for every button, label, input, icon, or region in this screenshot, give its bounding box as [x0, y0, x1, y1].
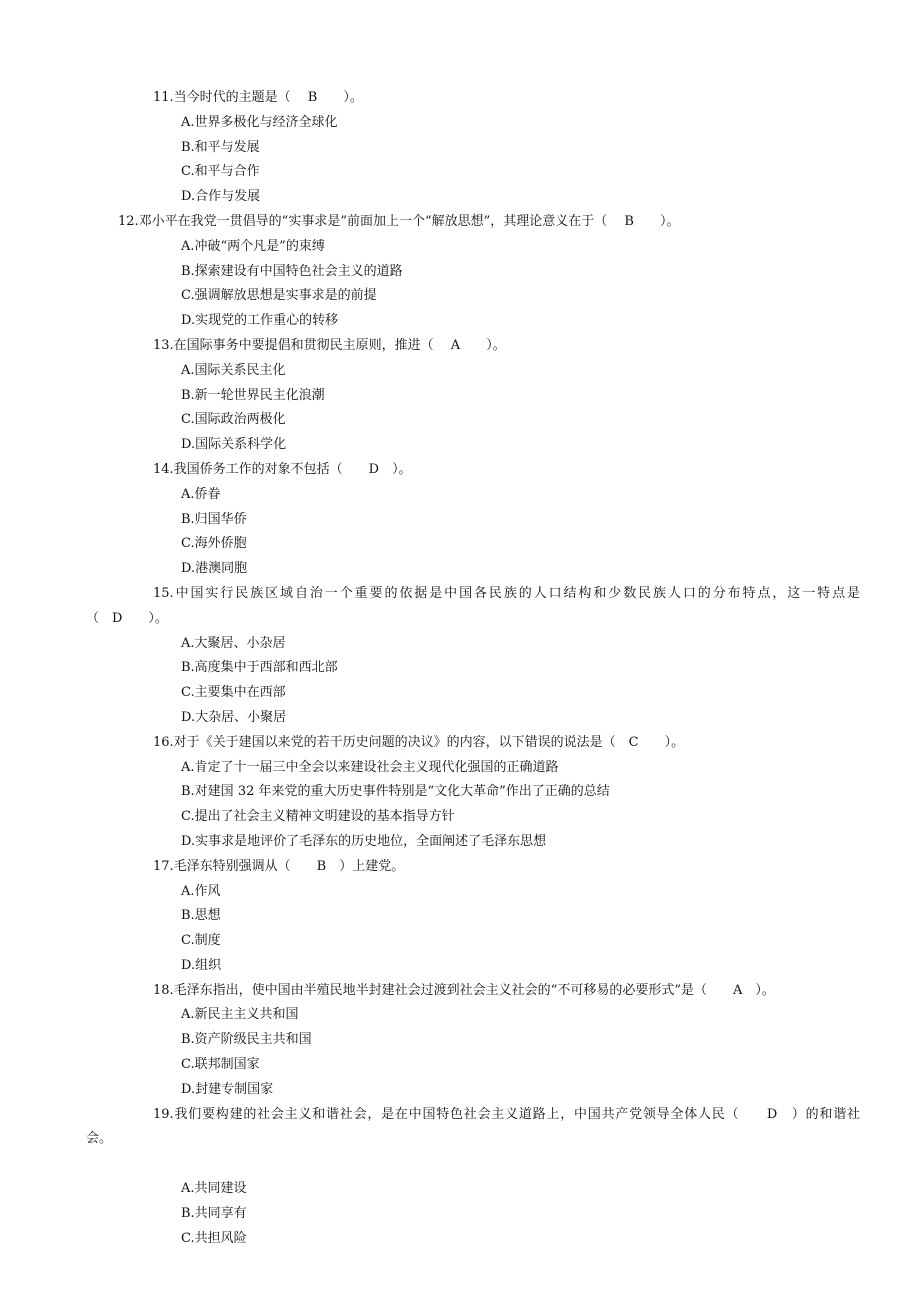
option: C.海外侨胞	[181, 536, 247, 552]
option: C.和平与合作	[181, 164, 260, 180]
question-stem: 13.在国际事务中要提倡和贯彻民主原则，推进（ A ）。	[153, 337, 506, 353]
question-stem: 15.中国实行民族区域自治一个重要的依据是中国各民族的人口结构和少数民族人口的分布特点，这一特点是	[153, 585, 860, 601]
option: C.共担风险	[181, 1230, 247, 1246]
option: D.港澳同胞	[181, 561, 248, 577]
option: A.作风	[181, 883, 221, 899]
option: B.探索建设有中国特色社会主义的道路	[181, 263, 403, 279]
option: B.新一轮世界民主化浪潮	[181, 387, 325, 403]
option: A.共同建设	[181, 1181, 247, 1197]
option: B.思想	[181, 908, 221, 924]
option: A.冲破“两个凡是”的束缚	[181, 238, 325, 254]
option: D.实事求是地评价了毛泽东的历史地位，全面阐述了毛泽东思想	[181, 833, 547, 849]
option: B.对建国 32 年来党的重大历史事件特别是“文化大革命”作出了正确的总结	[181, 784, 610, 800]
option: C.强调解放思想是实事求是的前提	[181, 288, 377, 304]
spacer	[0, 1152, 920, 1177]
option: C.制度	[181, 933, 221, 949]
option: A.大聚居、小杂居	[181, 635, 286, 651]
option: B.共同享有	[181, 1205, 247, 1221]
question-stem: 18.毛泽东指出，使中国由半殖民地半封建社会过渡到社会主义社会的“不可移易的必要形式”是（ A ）。	[153, 982, 775, 998]
option: A.肯定了十一届三中全会以来建设社会主义现代化强国的正确道路	[181, 759, 559, 775]
option: A.世界多极化与经济全球化	[181, 114, 338, 130]
option: B.和平与发展	[181, 139, 260, 155]
option: C.联邦制国家	[181, 1057, 260, 1073]
question-stem: 16.对于《关于建国以来党的若干历史问题的决议》的内容，以下错误的说法是（ C ）。	[153, 734, 685, 750]
option: B.归国华侨	[181, 511, 247, 527]
option: B.高度集中于西部和西北部	[181, 660, 338, 676]
document-page	[0, 86, 920, 1251]
option: D.封建专制国家	[181, 1081, 274, 1097]
option: C.提出了社会主义精神文明建设的基本指导方针	[181, 809, 455, 825]
question-stem: 11.当今时代的主题是（ B ）。	[153, 90, 363, 105]
question-stem-continuation: 会。	[86, 1131, 113, 1147]
question-stem-continuation: （ D ）。	[86, 610, 168, 626]
option: A.新民主主义共和国	[181, 1007, 299, 1023]
question-stem: 19.我们要构建的社会主义和谐社会，是在中国特色社会主义道路上，中国共产党领导全体人民（ D ）的和谐社	[153, 1106, 860, 1122]
option: D.国际关系科学化	[181, 437, 287, 453]
question-stem: 12.邓小平在我党一贯倡导的“实事求是”前面加上一个“解放思想”，其理论意义在于（ B ）。	[118, 213, 680, 229]
option: C.主要集中在西部	[181, 685, 286, 701]
option: C.国际政治两极化	[181, 412, 286, 428]
option: D.大杂居、小聚居	[181, 709, 287, 725]
option: A.国际关系民主化	[181, 362, 286, 378]
option: D.组织	[181, 957, 222, 973]
option: D.合作与发展	[181, 189, 261, 205]
option: A.侨眷	[181, 486, 221, 502]
option: D.实现党的工作重心的转移	[181, 313, 339, 329]
question-stem: 14.我国侨务工作的对象不包括（ D ）。	[153, 461, 412, 477]
question-stem: 17.毛泽东特别强调从（ B ）上建党。	[153, 858, 405, 874]
option: B.资产阶级民主共和国	[181, 1032, 312, 1048]
